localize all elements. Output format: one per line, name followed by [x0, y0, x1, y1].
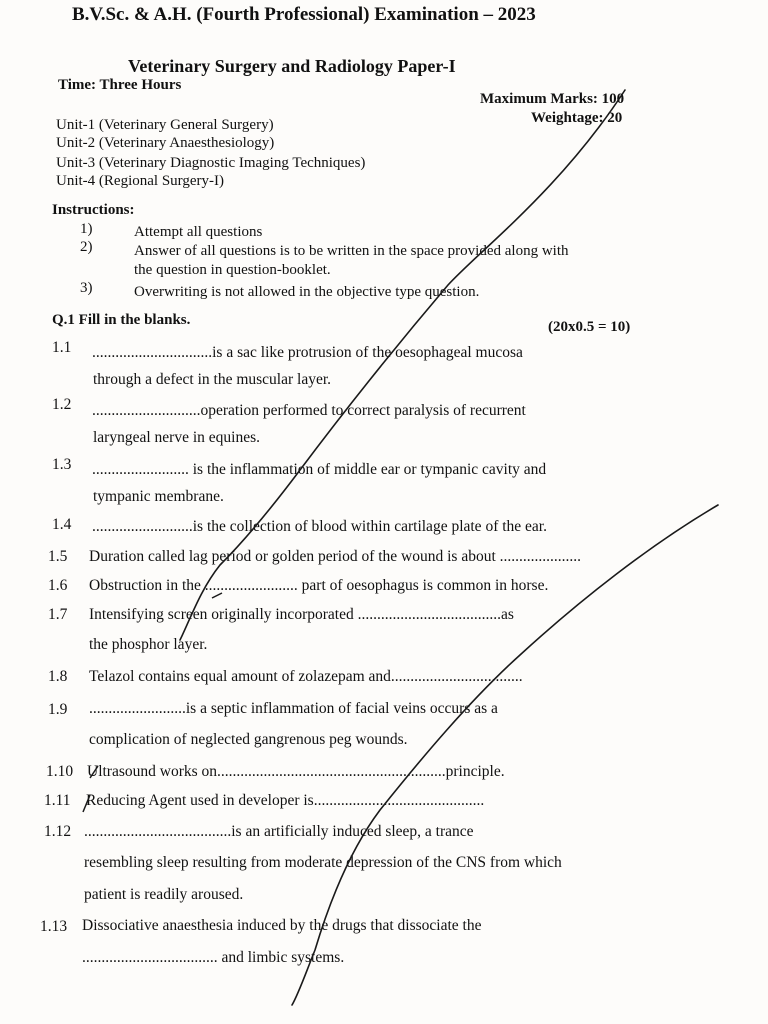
instruction-text: the question in question-booklet. — [134, 262, 331, 278]
instruction-text: Overwriting is not allowed in the objective type question. — [134, 284, 480, 300]
unit-4: Unit-4 (Regional Surgery-I) — [56, 173, 225, 189]
subject-title: Veterinary Surgery and Radiology Paper-I — [128, 56, 456, 76]
item-text: Ultrasound works on...........................................................principle. — [87, 763, 505, 780]
item-number: 1.1 — [52, 339, 72, 356]
item-text: laryngeal nerve in equines. — [93, 429, 260, 446]
item-text: ......................... is the inflammation of middle ear or tympanic cavity and — [92, 461, 547, 478]
instruction-number: 2) — [80, 239, 93, 255]
instruction-text: Answer of all questions is to be written in the space provided along with — [134, 243, 569, 259]
instruction-number: 3) — [80, 280, 93, 296]
item-text: .........................is a septic inflammation of facial veins occurs as a — [89, 700, 498, 717]
strike-tick-3 — [83, 795, 90, 812]
question-marks: (20x0.5 = 10) — [548, 319, 631, 335]
max-marks: Maximum Marks: 100 — [480, 91, 625, 107]
item-text: Duration called lag period or golden period of the wound is about ..................... — [89, 548, 582, 565]
item-text: resembling sleep resulting from moderate depression of the CNS from which — [84, 854, 562, 871]
item-text: complication of neglected gangrenous peg wounds. — [89, 731, 408, 748]
exam-title: B.V.Sc. & A.H. (Fourth Professional) Examination – 2023 — [72, 4, 536, 25]
strike-line-lower — [292, 505, 718, 1005]
item-text: Dissociative anaesthesia induced by the drugs that dissociate the — [82, 917, 482, 934]
item-text: ......................................is an artificially induced sleep, a trance — [84, 823, 474, 840]
item-number: 1.3 — [52, 456, 72, 473]
item-number: 1.6 — [48, 577, 68, 594]
instruction-number: 1) — [80, 221, 93, 237]
item-text: tympanic membrane. — [93, 488, 224, 505]
item-text: patient is readily aroused. — [84, 886, 244, 903]
instruction-text: Attempt all questions — [134, 224, 263, 240]
question-title: Q.1 Fill in the blanks. — [52, 312, 191, 328]
item-text: ............................operation performed to correct paralysis of recurrent — [92, 402, 526, 419]
item-text: ..........................is the collection of blood within cartilage plate of the ear. — [92, 518, 547, 535]
item-text: through a defect in the muscular layer. — [93, 371, 332, 388]
item-number: 1.9 — [48, 701, 68, 718]
strike-line-long — [180, 90, 625, 640]
strike-tick-2 — [90, 766, 98, 778]
item-number: 1.2 — [52, 396, 72, 413]
item-number: 1.13 — [40, 918, 68, 935]
unit-3: Unit-3 (Veterinary Diagnostic Imaging Techniques) — [56, 155, 366, 171]
item-text: ................................... and limbic systems. — [82, 949, 345, 966]
item-text: the phosphor layer. — [89, 636, 208, 653]
instructions-heading: Instructions: — [52, 202, 135, 218]
item-text: Intensifying screen originally incorporated .....................................as — [89, 606, 514, 623]
item-text: Telazol contains equal amount of zolazepam and.................................. — [89, 668, 523, 685]
item-number: 1.11 — [44, 792, 71, 809]
item-number: 1.12 — [44, 823, 72, 840]
strike-tick-1 — [212, 593, 222, 598]
item-text: Obstruction in the ........................ part of oesophagus is common in horse. — [89, 577, 549, 594]
item-number: 1.8 — [48, 668, 68, 685]
item-number: 1.7 — [48, 606, 68, 623]
item-number: 1.10 — [46, 763, 74, 780]
item-text: Reducing Agent used in developer is............................................ — [86, 792, 485, 809]
unit-2: Unit-2 (Veterinary Anaesthesiology) — [56, 135, 275, 151]
item-number: 1.5 — [48, 548, 68, 565]
item-text: ...............................is a sac like protrusion of the oesophageal mucosa — [92, 344, 523, 361]
weightage: Weightage: 20 — [531, 110, 623, 126]
item-number: 1.4 — [52, 516, 72, 533]
unit-1: Unit-1 (Veterinary General Surgery) — [56, 117, 274, 133]
time-label: Time: Three Hours — [58, 77, 182, 93]
